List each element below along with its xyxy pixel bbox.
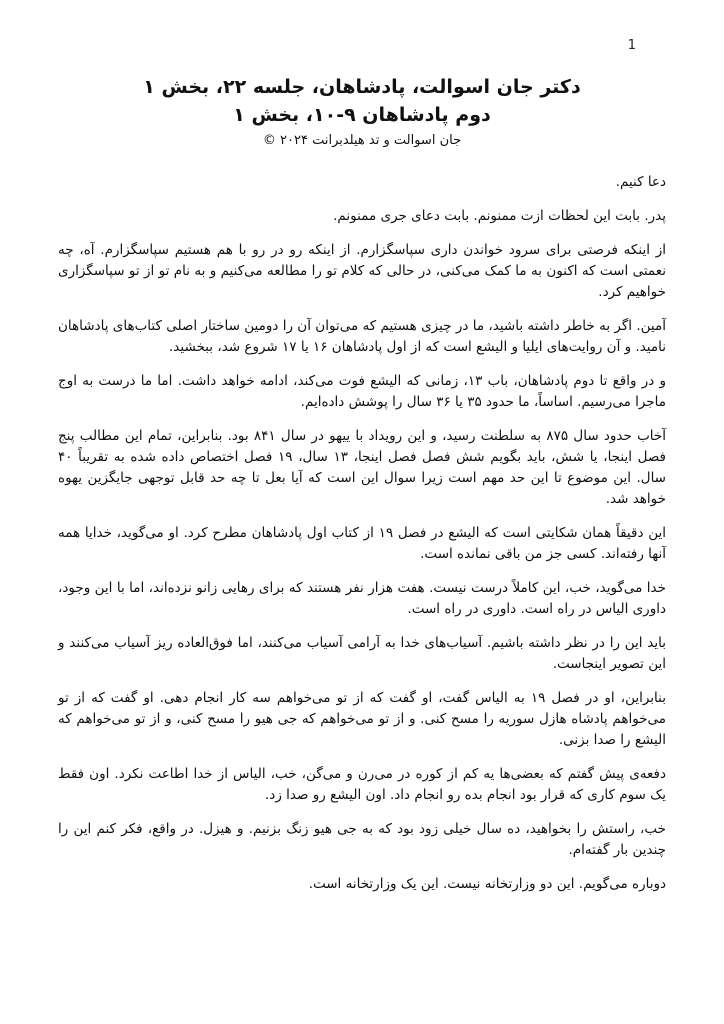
paragraph-2: پدر. بابت این لحظات ازت ممنونم. بابت دعای جری ممنونم.: [333, 208, 666, 225]
paragraph-8: خدا می‌گوید، خب، این کاملاً درست نیست. هفت هزار نفر هستند که برای رهایی زانو نزده‌اند، اما با این وجود، داوری الیاس در راه است. داوری در راه است.: [58, 580, 666, 618]
paragraph-9: باید این را در نظر داشته باشیم. آسیاب‌های خدا به آرامی آسیاب می‌کنند، اما فوق‌العاده ریز آسیاب می‌کنند و این تصویر اینجاست.: [58, 635, 666, 673]
paragraph-6: آخاب حدود سال ۸۷۵ به سلطنت رسید، و این رویداد با ییهو در سال ۸۴۱ بود. بنابراین، تمام این مطالب پنج فصل اینجا، یا شش، باید بگویم شش فصل فصل اینجا، ۱۳ سال، ۱۹ فصل اختصاص داده شده به تقریباً ۴۰ سال. این موضوع تا این حد مهم است زیرا سوال این است که آیا بعل تا چه حد قابل توجهی جایگزین یهوه خواهد شد.: [58, 428, 667, 508]
paragraph-11: دفعه‌ی پیش گفتم که بعضی‌ها یه کم از کوره در می‌رن و می‌گن، خب، الیاس از خدا اطاعت نکرد. اون فقط یک سوم کاری که قرار بود انجام بده رو انجام داد. اون الیشع رو صدا زد.: [58, 766, 666, 804]
paragraph-10: بنابراین، او در فصل ۱۹ به الیاس گفت، او گفت که از تو می‌خواهم سه کار انجام دهی. او گفت که از تو می‌خواهم پادشاه هازل سوریه را مسح کنی. و از تو می‌خواهم که جی هیو را مسح کنی، و از تو می‌خواهم که الیشع را صدا بزنی.: [58, 690, 666, 749]
paragraph-7: این دقیقاً همان شکایتی است که الیشع در فصل ۱۹ از کتاب اول پادشاهان مطرح کرد. او می‌گوید، خدایا همه آنها رفته‌اند. کسی جز من باقی نمانده است.: [58, 525, 666, 563]
document-body: [0, 172, 724, 895]
paragraph-5: و در واقع تا دوم پادشاهان، باب ۱۳، زمانی که الیشع فوت می‌کند، ادامه خواهد داشت. اما ما درست به اوج ماجرا می‌رسیم. اساساً، ما حدود ۳۵ یا ۳۶ سال را پوشش داده‌ایم.: [58, 373, 666, 411]
document-header: [0, 74, 724, 148]
copyright-line: جان اسوالت و تد هیلدبرانت ۲۰۲۴ ©: [262, 133, 462, 149]
paragraph-13: دوباره می‌گویم. این دو وزارتخانه نیست. این یک وزارتخانه است.: [308, 876, 666, 893]
document-title-line1: دکتر جان اسوالت، پادشاهان، جلسه ۲۲، بخش ۱: [143, 76, 581, 98]
paragraph-4: آمین. اگر به خاطر داشته باشید، ما در چیزی هستیم که می‌توان آن را دومین ساختار اصلی کتاب‌های پادشاهان نامید. و آن روایت‌های ایلیا و الیشع است که از اول پادشاهان ۱۶ یا ۱۷ شروع شد، ببخشید.: [58, 318, 666, 356]
page-number: 1: [627, 38, 636, 53]
document-title-line2: دوم پادشاهان ۹-۱۰، بخش ۱: [233, 103, 491, 126]
paragraph-1: دعا کنیم.: [615, 174, 666, 191]
paragraph-12: خب، راستش را بخواهید، ده سال خیلی زود بود که به جی هیو زنگ بزنیم. و هیزل. در واقع، فکر کنم این را چندین بار گفته‌ام.: [58, 821, 666, 859]
paragraph-3: از اینکه فرصتی برای سرود خواندن داری سپاسگزارم. از اینکه رو در رو با هم هستیم سپاسگزارم. آه، چه نعمتی است که اکنون به ما کمک می‌کنی، در حالی که کلام تو را مطالعه می‌کنیم و به نام تو از تو سپاسگزاری خواهیم کرد.: [58, 242, 666, 301]
